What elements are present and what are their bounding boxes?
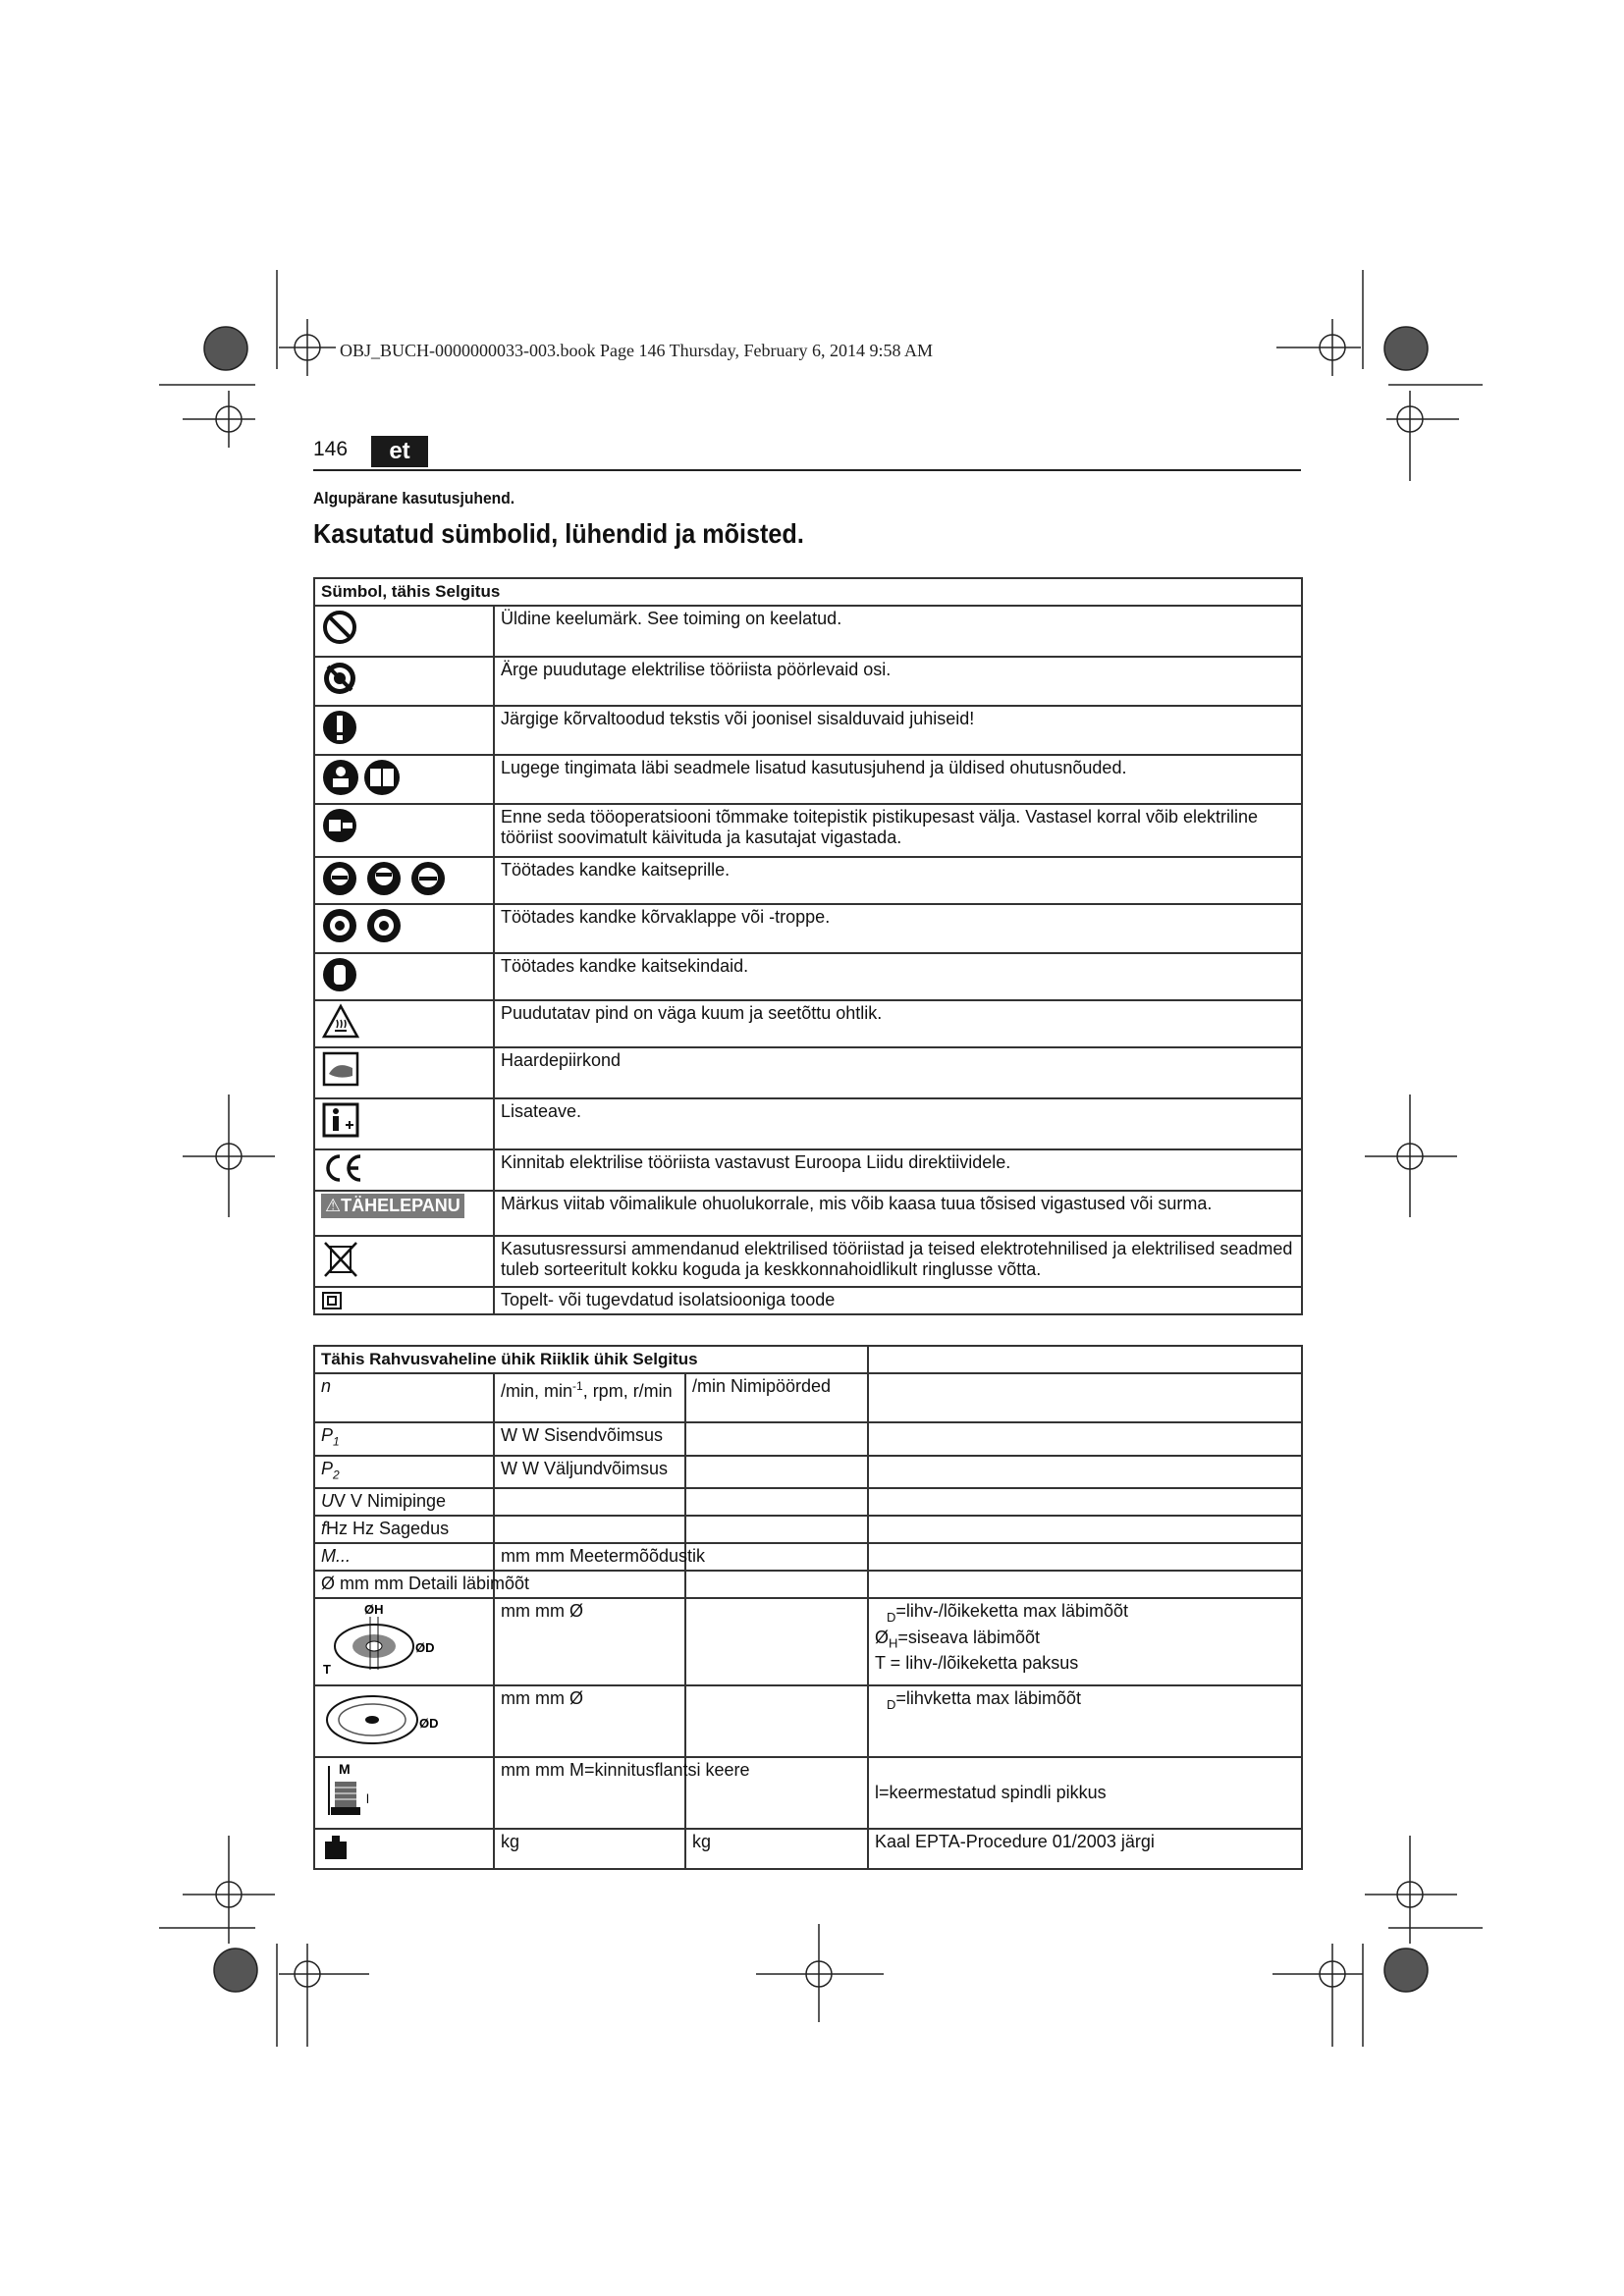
original-label: Algupärane kasutusjuhend. (313, 489, 515, 507)
symbol-desc: Enne seda tööoperatsiooni tõmmake toitepistik pistikupesast välja. Vastasel korral võib elektriline tööriist soovimatult käivituda ja kasutajat vigastada. (494, 804, 1302, 857)
unit-text: P (321, 1458, 334, 1478)
unit-international: mm mm Ø (494, 1685, 685, 1757)
spindle-m-label: M (339, 1761, 351, 1778)
symbol-desc: Töötades kandke kõrvaklappe või -troppe. (494, 904, 1302, 953)
language-badge: et (371, 436, 428, 467)
unit-national: /min Nimipöörded (685, 1373, 868, 1422)
spindle-thread-icon (321, 1760, 390, 1821)
attention-label: ⚠TÄHELEPANU (321, 1194, 464, 1218)
symbol-desc: Ärge puudutage elektrilise tööriista pöörlevaid osi. (494, 657, 1302, 706)
explanation-line: T = lihv-/lõikeketta paksus (875, 1653, 1079, 1674)
unit-symbol: n (314, 1373, 494, 1422)
ce-mark-icon (321, 1152, 366, 1184)
info-icon (321, 1101, 360, 1139)
unit-explanation: Kaal EPTA-Procedure 01/2003 järgi (868, 1829, 1302, 1869)
unit-national (685, 1422, 868, 1456)
symbol-desc: Lugege tingimata läbi seadmele lisatud kasutusjuhend ja üldised ohutusnõuded. (494, 755, 1302, 804)
no-touch-rotating-icon (321, 660, 358, 697)
unit-text: , rpm, r/min (582, 1381, 673, 1401)
symbols-table-header: Sümbol, tähis Selgitus (314, 578, 1302, 606)
symbol-desc: Topelt- või tugevdatud isolatsiooniga toode (494, 1287, 1302, 1314)
unit-symbol (314, 1422, 494, 1456)
read-manual-icon (321, 758, 406, 797)
unit-international: mm mm Meetermõõdustik (494, 1543, 685, 1571)
unit-symbol: Ø mm mm Detaili läbimõõt (314, 1571, 494, 1598)
header-rule (313, 469, 1301, 471)
unit-sub: 2 (333, 1468, 340, 1482)
unit-national: kg (685, 1829, 868, 1869)
symbol-desc: Töötades kandke kaitsekindaid. (494, 953, 1302, 1000)
symbols-table (313, 577, 1303, 1315)
unit-text: P (321, 1425, 334, 1445)
prohibition-icon (321, 609, 358, 646)
unit-sub: H (889, 1635, 898, 1651)
unit-sub: D (887, 1609, 896, 1625)
symbol-desc: Järgige kõrvaltoodud tekstis või joonisel sisalduvaid juhiseid! (494, 706, 1302, 755)
unit-explanation (868, 1598, 1302, 1685)
unit-explanation (868, 1373, 1302, 1422)
gloves-icon (321, 956, 358, 993)
unit-symbol (314, 1488, 494, 1516)
grip-area-icon (321, 1050, 360, 1088)
unit-text: =siseava läbimõõt (897, 1627, 1041, 1647)
unit-text: =lihv-/lõikeketta max läbimõõt (895, 1601, 1129, 1622)
unit-sup: -1 (572, 1379, 583, 1393)
unit-explanation (868, 1456, 1302, 1489)
unit-sub: D (887, 1696, 896, 1712)
unit-international: W W Väljundvõimsus (494, 1456, 685, 1489)
unit-international: mm mm M=kinnitusflantsi keere (494, 1757, 685, 1829)
unit-national (685, 1456, 868, 1489)
unit-explanation (868, 1685, 1302, 1757)
safety-glasses-icon (321, 860, 451, 897)
symbol-desc: Märkus viitab võimalikule ohuolukorrale, mis võib kaasa tuua tõsised vigastused või surma. (494, 1191, 1302, 1236)
spindle-l-label: l (366, 1791, 369, 1807)
unit-text: /min, min (501, 1381, 573, 1401)
attention-label-text: TÄHELEPANU (341, 1196, 460, 1215)
symbol-desc: Haardepiirkond (494, 1047, 1302, 1098)
symbol-desc: Töötades kandke kaitseprille. (494, 857, 1302, 904)
unit-international (494, 1373, 685, 1422)
exclamation-icon (321, 709, 358, 746)
units-table-header: Tähis Rahvusvaheline ühik Riiklik ühik Selgitus (314, 1346, 868, 1373)
sanding-disc-label: ØD (419, 1716, 439, 1732)
unit-international: W W Sisendvõimsus (494, 1422, 685, 1456)
page-number: 146 (313, 438, 349, 460)
explanation-line (875, 1601, 1295, 1628)
unit-text: V V Nimipinge (334, 1491, 447, 1512)
unit-text: =lihvketta max läbimõõt (895, 1688, 1081, 1709)
units-table (313, 1345, 1303, 1870)
page-title: Kasutatud sümbolid, lühendid ja mõisted. (313, 518, 804, 549)
unit-explanation (868, 1422, 1302, 1456)
unit-symbol (314, 1516, 494, 1543)
symbol-desc: Lisateave. (494, 1098, 1302, 1149)
disc-h-label: ØH (364, 1602, 384, 1618)
unplug-icon (321, 807, 358, 844)
double-insulation-icon (321, 1291, 343, 1310)
hot-surface-icon (321, 1003, 360, 1041)
unit-text: Hz Hz Sagedus (326, 1519, 450, 1539)
unit-international: kg (494, 1829, 685, 1869)
sanding-disc-icon (321, 1688, 449, 1749)
ear-protection-icon (321, 907, 406, 944)
weee-bin-icon (321, 1239, 360, 1280)
unit-text: Ø (875, 1627, 890, 1647)
unit-text: U (321, 1491, 334, 1512)
unit-international: mm mm Ø (494, 1598, 685, 1685)
disc-d-label: ØD (415, 1640, 435, 1656)
book-info-line: OBJ_BUCH-0000000033-003.book Page 146 Thursday, February 6, 2014 9:58 AM (340, 341, 933, 360)
unit-sub: 1 (333, 1434, 340, 1449)
symbol-desc: Üldine keelumärk. See toiming on keelatud. (494, 606, 1302, 657)
unit-symbol: M... (314, 1543, 494, 1571)
symbol-cell (314, 606, 494, 657)
symbol-desc: Puudutatav pind on väga kuum ja seetõttu ohtlik. (494, 1000, 1302, 1047)
explanation-line (875, 1628, 1295, 1654)
disc-dimensions-icon (321, 1601, 449, 1678)
unit-explanation: l=keermestatud spindli pikkus (868, 1757, 1302, 1829)
weight-icon (321, 1832, 351, 1861)
disc-t-label: T (323, 1662, 331, 1678)
unit-text: f (321, 1519, 327, 1539)
symbol-desc: Kasutusressursi ammendanud elektrilised tööriistad ja teised elektrotehnilised ja elektrilised seadmed tuleb sorteeritult kokku koguda ja keskkonnahoidlikult ringlusse võtta. (494, 1236, 1302, 1287)
unit-symbol (314, 1456, 494, 1489)
symbol-desc: Kinnitab elektrilise tööriista vastavust Euroopa Liidu direktiividele. (494, 1149, 1302, 1191)
